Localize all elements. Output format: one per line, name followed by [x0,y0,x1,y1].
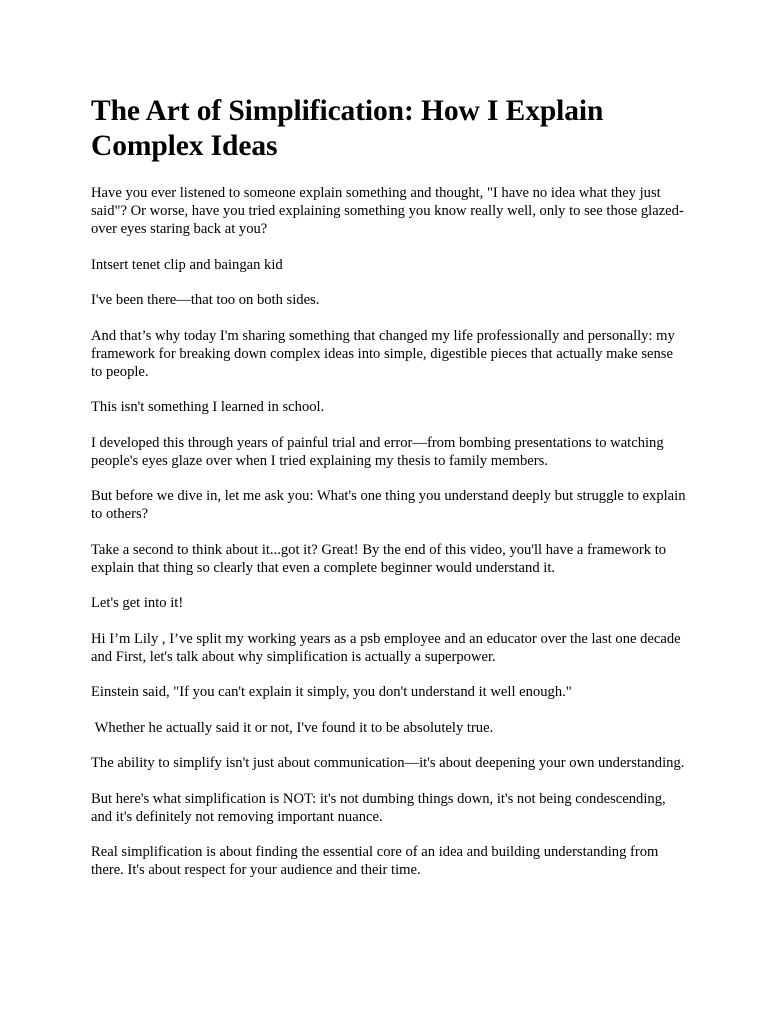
paragraph: Einstein said, "If you can't explain it simply, you don't understand it well enough." [91,684,572,700]
paragraph: Take a second to think about it...got it? Great! By the end of this video, you'll have a framework to explain that thing so clearly that even a complete beginner would understand it. [91,541,670,576]
paragraph: The ability to simplify isn't just about communication—it's about deepening your own understanding. [91,755,685,771]
paragraph: But before we dive in, let me ask you: What's one thing you understand deeply but struggle to explain to others? [91,488,690,522]
paragraph: Hi I’m Lily , I’ve split my working years as a psb employee and an educator over the last one decade and First, let's talk about why simplification is actually a superpower. [91,630,685,665]
paragraph: Whether he actually said it or not, I've found it to be absolutely true. [91,719,494,736]
paragraph: And that’s why today I'm sharing something that changed my life professionally and personally: my framework for breaking down complex ideas into simple, digestible pieces that actually make sense to people. [91,327,679,380]
document-page [91,94,690,897]
paragraph: Have you ever listened to someone explain something and thought, "I have no idea what they just said"? Or worse, have you tried explaining something you know really well, only to see those glazed-over eyes staring back at you? [91,185,684,237]
document-title: The Art of Simplification: How I Explain Complex Ideas [91,95,604,162]
paragraph: This isn't something I learned in school. [91,399,325,415]
paragraph: Let's get into it! [91,595,184,611]
paragraph: I've been there—that too on both sides. [91,292,320,308]
paragraph: Real simplification is about finding the essential core of an idea and building understanding from there. It's about respect for your audience and their time. [91,844,663,878]
paragraph: I developed this through years of painful trial and error—from bombing presentations to watching people's eyes glaze over when I tried explaining my thesis to family members. [91,434,668,469]
paragraph: Intsert tenet clip and baingan kid [91,256,283,273]
paragraph: But here's what simplification is NOT: it's not dumbing things down, it's not being condescending, and it's definitely not removing important nuance. [91,790,670,825]
